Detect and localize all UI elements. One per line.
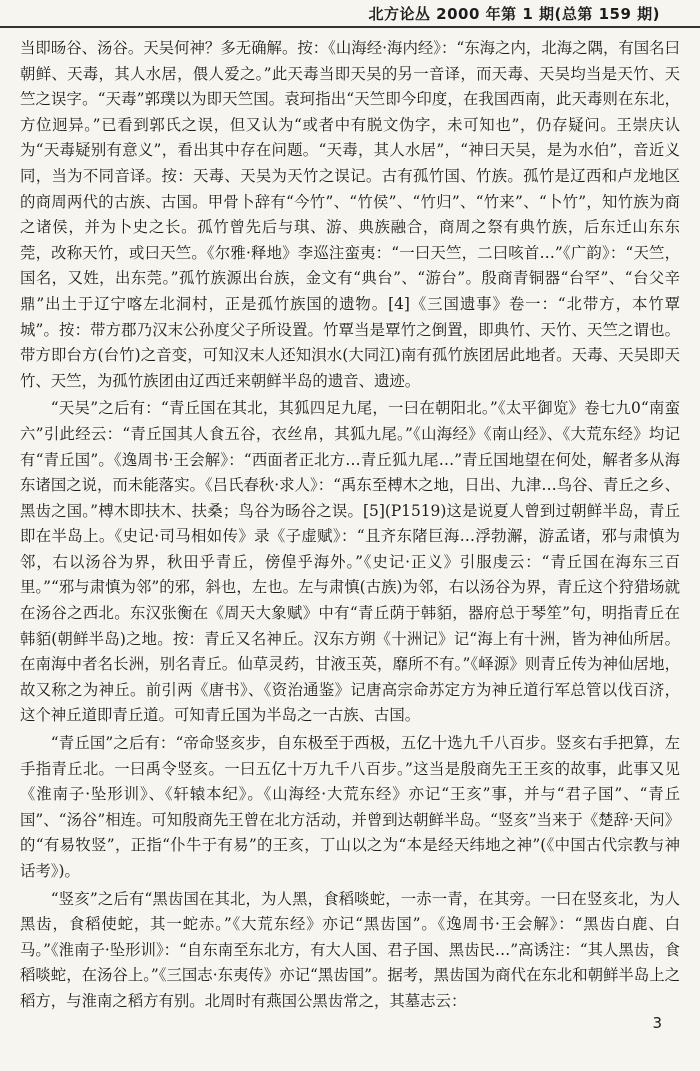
page-number: 3 — [652, 1014, 662, 1032]
paragraph: 当即旸谷、汤谷。天吴何神？多无确解。按：《山海经·海内经》：“东海之内，北海之隅，有国名曰朝鲜、天毒，其人水居，偎人爱之。”此天毒当即天吴的另一音译，而天毒、天吴均当是天竹、天竺之误字。“天毒”郭璞以为即天竺国。袁珂指出“天竺即今印度，在我国西南，此天毒则在东北，方位迥异。”已看到郭氏之误，但又认为“或者中有脱文伪字，未可知也”，仍存疑问。王崇庆认为“天毒疑别有意义”，看出其中存在问题。“天毒，其人水居”，“神曰天吴，是为水伯”，音近义同，当为不同音译。按：天毒、天吴为天竹之误记。古有孤竹国、竹族。孤竹是辽西和卢龙地区的商周两代的古族、古国。甲骨卜辞有“今竹”、“竹侯”、“竹归”、“竹来”、“卜竹”，知竹族为商之诸侯，并为卜史之长。孤竹曾先后与琪、游、典族融合，商周之祭有典竹族，后东迁山东东莞，改称天竹，或曰天竺。《尔雅·释地》李巡注蛮夷：“一曰天竺，二曰咳首…”《广韵》：“天竺，国名，又姓，出东莞。”孤竹族源出台族，金文有“典台”、“游台”。殷商青铜器“台罕”、“台父辛鼎”出土于辽宁喀左北洞村，正是孤竹族国的遗物。[4]《三国遗事》卷一：“北带方，本竹覃城”。按：带方郡乃汉末公孙度父子所设置。竹覃当是覃竹之倒置，即典竹、天竹、天竺之谓也。带方即台方(台竹)之音变，可知汉末人还知浿水(大同江)南有孤竹族团居此地者。天毒、天吴即天竹、天竺，为孤竹族团由辽西迁来朝鲜半岛的遗音、遗迹。 — [20, 39, 680, 390]
article-body — [20, 36, 680, 1015]
paragraph: “青丘国”之后有：“帝命竖亥步，自东极至于西极，五亿十选九千八百步。竖亥右手把算，左手指青丘北。一曰禹令竖亥。一曰五亿十万九千八百步。”这当是殷商先王王亥的故事，此事又见《淮南子·坠形训》、《轩辕本纪》。《山海经·大荒东经》亦记“王亥”事，并与“君子国”、“青丘国”、“汤谷”相连。可知殷商先王曾在北方活动，并曾到达朝鲜半岛。“竖亥”当来于《楚辞·天问》的“有易牧竖”，正指“仆牛于有易”的王亥，丁山以之为“本是经天纬地之神”(《中国古代宗教与神话考》)。 — [20, 734, 680, 880]
running-header — [0, 0, 700, 28]
paragraph: “竖亥”之后有“黑齿国在其北，为人黑，食稻啖蛇，一赤一青，在其旁。一曰在竖亥北，为人黑齿，食稻使蛇，其一蛇赤。”《大荒东经》亦记“黑齿国”。《逸周书·王会解》：“黑齿白鹿、白马。”《淮南子·坠形训》：“自东南至东北方，有大人国、君子国、黑齿民…”高诱注：“其人黑齿，食稻啖蛇，在汤谷上。”《三国志·东夷传》亦记“黑齿国”。据考，黑齿国为商代在东北和朝鲜半岛上之稻方，与淮南之稻方有别。北周时有燕国公黑齿常之，其墓志云： — [20, 889, 680, 1010]
running-title: 北方论丛 2000 年第 1 期(总第 159 期) — [368, 5, 660, 23]
paragraph: “天吴”之后有：“青丘国在其北，其狐四足九尾，一曰在朝阳北。”《太平御览》卷七九0“南蛮六”引此经云：“青丘国其人食五谷，衣丝帛，其狐九尾。”《山海经》《南山经》、《大荒东经》均记有“青丘国”。《逸周书·王会解》：“西面者正北方…青丘狐九尾…”青丘国地望在何处，解者多从海东诸国之说，而未能落实。《吕氏春秋·求人》：“禹东至榑木之地，日出、九津…鸟谷、青丘之乡、黑齿之国。”榑木即扶木、扶桑；鸟谷为旸谷之误。[5](P1519)这是说夏人曾到过朝鲜半岛，青丘即在半岛上。《史记·司马相如传》录《子虚赋》：“且齐东陼巨海…浮勃澥，游孟诸，邪与肃慎为邻，右以汤谷为界，秋田乎青丘，傍偟乎海外。”《史记·正义》引服虔云：“青丘国在海东三百里。”“邪与肃慎为邻”的邪，斜也，左也。左与肃慎(古族)为邻，右以汤谷为界，青丘这个狩猎场就在汤谷之西北。东汉张衡在《周天大象赋》中有“青丘荫于韩貊，器府总于琴笙”句，明指青丘在韩貊(朝鲜半岛)之地。按：青丘又名神丘。汉东方朔《十洲记》记“海上有十洲，皆为神仙所居。在南海中者名长洲，别名青丘。仙草灵药，甘液玉英，靡所不有。”《峄源》则青丘传为神仙居地，故又称之为神丘。前引两《唐书》、《资治通鉴》记唐高宗命苏定方为神丘道行军总管以伐百济，这个神丘道即青丘道。可知青丘国为半岛之一古族、古国。 — [20, 399, 680, 725]
